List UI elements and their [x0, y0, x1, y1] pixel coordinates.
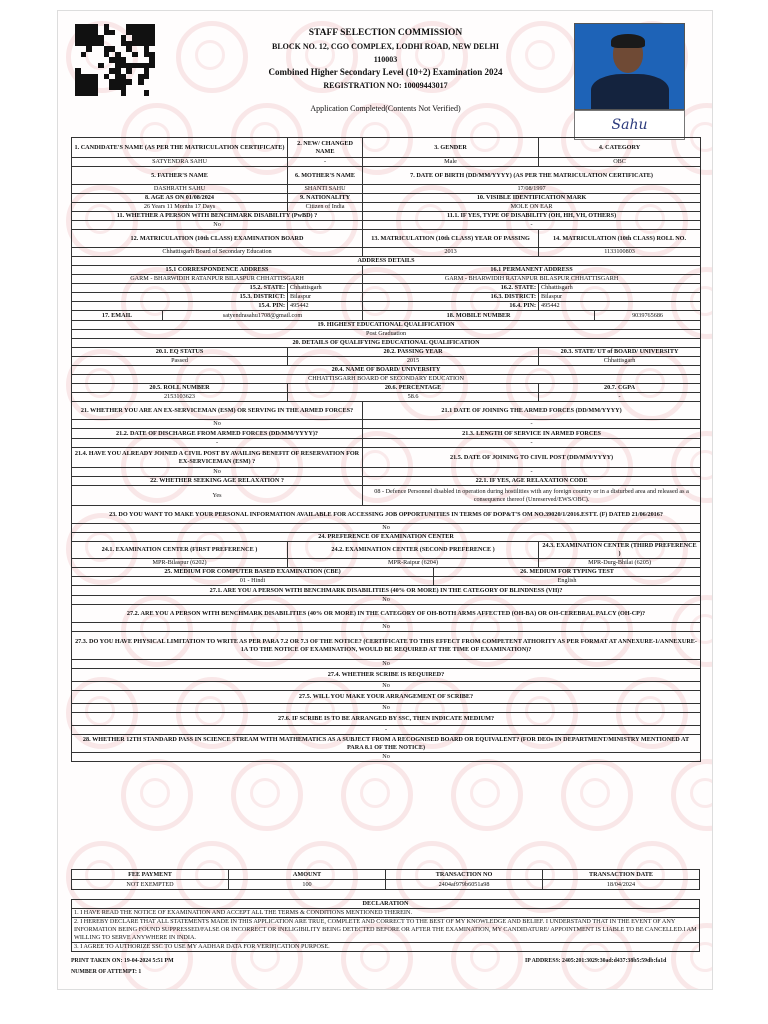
fee-payment-label: FEE PAYMENT — [72, 870, 229, 880]
personal-info-consent-value: No — [72, 524, 701, 533]
exam-title: Combined Higher Secondary Level (10+2) Examination 2024 — [268, 67, 503, 77]
candidate-photo — [574, 23, 685, 110]
personal-info-consent-label: 23. DO YOU WANT TO MAKE YOUR PERSONAL INFORMATION AVAILABLE FOR ACCESSING JOB OPPORTUNITIES IN TERMS OF DOP&T'S OM NO.39020/1/2016.ESTT. (F) DATED 21/06/2016? — [72, 506, 701, 524]
corr-address-value: GARM - BHARWIDIH RATANPUR BILASPUR CHHATTISGARH — [72, 275, 363, 284]
attempt-count: NUMBER OF ATTEMPT: 1 — [71, 969, 142, 975]
watermark-emblem — [561, 759, 633, 831]
mother-value: SHANTI SAHU — [288, 185, 363, 194]
age-relaxation-value: Yes — [72, 486, 363, 506]
application-sheet — [57, 10, 713, 990]
perm-state-label: 16.2. STATE: — [500, 284, 537, 291]
center-third-label: 24.3. EXAMINATION CENTER (THIRD PREFERENCE ) — [539, 542, 701, 559]
org-pin: 110003 — [373, 55, 398, 64]
board-state-label: 20.3. STATE/ UT of BOARD/ UNIVERSITY — [539, 348, 701, 357]
passing-year-label: 20.2. PASSING YEAR — [288, 348, 539, 357]
matric-roll-value: 1133100803 — [539, 248, 701, 257]
esm-label: 21. WHETHER YOU ARE AN EX-SERVICEMAN (ESM) OR SERVING IN THE ARMED FORCES? — [72, 402, 363, 420]
declaration-1: 1. I HAVE READ THE NOTICE OF EXAMINATION AND ACCEPT ALL THE TERMS & CONDITIONS MENTIONED THEREIN. — [72, 909, 700, 918]
service-length-value: - — [363, 439, 701, 448]
registration-number: REGISTRATION NO: 10009443017 — [323, 81, 448, 90]
civil-post-value: No — [72, 468, 363, 477]
qr-module — [149, 90, 155, 96]
scribe-required-label: 27.4. WHETHER SCRIBE IS REQUIRED? — [72, 669, 701, 682]
transaction-no-label: TRANSACTION NO — [386, 870, 543, 880]
application-status: Application Completed(Contents Not Verified) — [310, 104, 461, 113]
disability-type-value: - — [363, 221, 701, 230]
pwbd-value: No — [72, 221, 363, 230]
percentage-label: 20.6. PERCENTAGE — [288, 384, 539, 393]
scribe-medium-label: 27.6. IF SCRIBE IS TO BE ARRANGED BY SSC, THEN INDICATE MEDIUM? — [72, 713, 701, 726]
org-address: BLOCK NO. 12, CGO COMPLEX, LODHI ROAD, NEW DELHI — [272, 42, 499, 51]
matric-year-label: 13. MATRICULATION (10th CLASS) YEAR OF PASSING — [363, 230, 539, 248]
father-label: 5. FATHER'S NAME — [72, 167, 288, 185]
mark-label: 10. VISIBLE IDENTIFICATION MARK — [363, 194, 701, 203]
changed-name-value: - — [288, 158, 363, 167]
eq-status-value: Passed — [72, 357, 288, 366]
email-label: 17. EMAIL — [72, 311, 163, 321]
cbe-medium-value: 01 - Hindi — [72, 577, 434, 586]
cbe-medium-label: 25. MEDIUM FOR COMPUTER BASED EXAMINATION (CBE) — [72, 568, 434, 577]
civil-post-date-label: 21.5. DATE OF JOINING TO CIVIL POST (DD/MM/YYYY) — [363, 448, 701, 468]
scribe-medium-value: - — [72, 726, 701, 735]
watermark-emblem — [231, 759, 303, 831]
center-second-label: 24.2. EXAMINATION CENTER (SECOND PREFERENCE ) — [288, 542, 539, 559]
declaration-2: 2. I HEREBY DECLARE THAT ALL STATEMENTS MADE IN THIS APPLICATION ARE TRUE, COMPLETE AND CORRECT TO THE BEST OF MY KNOWLEDGE AND BELIEF. I UNDERSTAND THAT IN THE EVENT OF ANY INFORMATION BEING FOUND SUPPRESSED/FALSE OR INCORRECT OR INELIGIBILITY BEING DETECTED BEFORE OR AFTER THE EXAMINATION, MY CANDIDATURE/ APPOINTMENT IS LIABLE TO BE CANCELLED.I AM WILLING TO SERVE ANYWHERE IN INDIA. — [72, 918, 700, 943]
corr-state-value: Chhattisgarh — [290, 284, 322, 291]
category-value: OBC — [539, 158, 701, 167]
scribe-required-value: No — [72, 682, 701, 691]
esm-value: No — [72, 420, 363, 429]
nationality-label: 9. NATIONALITY — [288, 194, 363, 203]
photo-hair-shape — [611, 34, 645, 48]
gender-label: 3. GENDER — [363, 138, 539, 158]
transaction-date-value: 18/04/2024 — [543, 880, 700, 890]
declaration-3: 3. I AGREE TO AUTHORIZE SSC TO USE MY AADHAR DATA FOR VERIFICATION PURPOSE. — [72, 943, 700, 952]
armed-joining-value: - — [363, 420, 701, 429]
amount-label: AMOUNT — [229, 870, 386, 880]
application-details-table — [71, 137, 701, 762]
typing-medium-label: 26. MEDIUM FOR TYPING TEST — [434, 568, 701, 577]
science-stream-label: 28. WHETHER 12TH STANDARD PASS IN SCIENCE STREAM WITH MATHEMATICS AS A SUBJECT FROM A RECOGNISED BOARD OR EQUIVALENT? (FOR DEOs IN DEPARTMENT/MINISTRY MENTIONED AT PARA 8.1 OF THE NOTICE) — [72, 735, 701, 753]
edu-roll-value: 2153103623 — [72, 393, 288, 402]
oh-disability-value: No — [72, 623, 701, 632]
fee-table — [71, 869, 700, 890]
service-length-label: 21.3. LENGTH OF SERVICE IN ARMED FORCES — [363, 429, 701, 439]
declaration-title: DECLARATION — [72, 900, 700, 909]
mother-label: 6. MOTHER'S NAME — [288, 167, 363, 185]
perm-state-value: Chhattisgarh — [541, 284, 573, 291]
dob-label: 7. DATE OF BIRTH (DD/MM/YYYY) (AS PER THE MATRICULATION CERTIFICATE) — [363, 167, 701, 185]
scribe-arrangement-value: No — [72, 704, 701, 713]
org-name: STAFF SELECTION COMMISSION — [308, 28, 463, 38]
name-label: 1. CANDIDATE'S NAME (AS PER THE MATRICULATION CERTIFICATE) — [72, 138, 288, 158]
corr-pin-label: 15.4. PIN: — [258, 302, 286, 309]
matric-roll-label: 14. MATRICULATION (10th CLASS) ROLL NO. — [539, 230, 701, 248]
email-value: satyendrasahu1708@gmail.com — [163, 311, 363, 321]
age-value: 26 Years 11 Months 17 Days — [72, 203, 288, 212]
typing-medium-value: English — [434, 577, 701, 586]
corr-district-label: 15.3. DISTRICT: — [239, 293, 286, 300]
matric-board-label: 12. MATRICULATION (10th CLASS) EXAMINATION BOARD — [72, 230, 363, 248]
center-second-value: MPR-Raipur (6204) — [288, 559, 539, 568]
ip-address: IP ADDRESS: 2405:201:3029:30ad:d437:38b5:59db:fa1d — [525, 958, 667, 964]
corr-pin-value: 495442 — [290, 302, 309, 309]
perm-pin-value: 495442 — [541, 302, 560, 309]
perm-address-value: GARM - BHARWIDIH RATANPUR BILASPUR CHHATTISGARH — [363, 275, 701, 284]
center-preference-title: 24. PREFERENCE OF EXAMINATION CENTER — [72, 533, 701, 542]
mark-value: MOLE ON EAR — [363, 203, 701, 212]
percentage-value: 58.6 — [288, 393, 539, 402]
passing-year-value: 2015 — [288, 357, 539, 366]
mobile-label: 18. MOBILE NUMBER — [363, 311, 595, 321]
writing-limitation-label: 27.3. DO YOU HAVE PHYSICAL LIMITATION TO WRITE AS PER PARA 7.2 OR 7.3 OF THE NOTICE? (CERTIFICATE TO THIS EFFECT FROM COMPETENT ATHORITY AS PER FORMAT AT ANNEXURE-1/ANNEXURE-1A TO THE NOTICE OF EXAMINATION, WOULD BE REQUIRED AT THE TIME OF EXAMINATION)? — [72, 632, 701, 660]
center-first-value: MPR-Bilaspur (6202) — [72, 559, 288, 568]
fee-payment-value: NOT EXEMPTED — [72, 880, 229, 890]
address-title: ADDRESS DETAILS — [72, 257, 701, 266]
university-value: CHHATTISGARH BOARD OF SECONDARY EDUCATION — [72, 375, 701, 384]
watermark-emblem — [671, 759, 713, 831]
blindness-value: No — [72, 596, 701, 605]
amount-value: 100 — [229, 880, 386, 890]
candidate-signature: Sahu — [574, 110, 685, 140]
category-label: 4. CATEGORY — [539, 138, 701, 158]
discharge-date-label: 21.2. DATE OF DISCHARGE FROM ARMED FORCES (DD/MM/YYYY)? — [72, 429, 363, 439]
oh-disability-label: 27.2. ARE YOU A PERSON WITH BENCHMARK DISABILITIES (40% OR MORE) IN THE CATEGORY OF OH-BOTH ARMS AFFECTED (OH-BA) OR OH-CEREBRAL PALCY (OH-CP)? — [72, 605, 701, 623]
photo-body-shape — [591, 74, 669, 110]
mobile-value: 9039765686 — [595, 311, 701, 321]
perm-district-label: 16.3. DISTRICT: — [490, 293, 537, 300]
scribe-arrangement-label: 27.5. WILL YOU MAKE YOUR ARRANGEMENT OF SCRIBE? — [72, 691, 701, 704]
relaxation-code-value: 08 - Defence Personnel disabled in operation during hostilities with any foreign country or in a disturbed area and released as a consequence thereof (Unreserved/EWS/OBC). — [363, 486, 701, 506]
perm-pin-label: 16.4. PIN: — [509, 302, 537, 309]
perm-address-label: 16.1 PERMANENT ADDRESS — [363, 266, 701, 275]
cgpa-value: - — [539, 393, 701, 402]
declaration-table — [71, 899, 700, 952]
watermark-emblem — [341, 759, 413, 831]
edu-roll-label: 20.5. ROLL NUMBER — [72, 384, 288, 393]
corr-state-label: 15.2. STATE: — [249, 284, 286, 291]
civil-post-label: 21.4. HAVE YOU ALREADY JOINED A CIVIL POST BY AVAILING BENEFIT OF RESERVATION FOR EX-SERVICEMAN (ESM) ? — [72, 448, 363, 468]
gender-value: Male — [363, 158, 539, 167]
matric-year-value: 2013 — [363, 248, 539, 257]
watermark-emblem — [121, 759, 193, 831]
perm-district-value: Bilaspur — [541, 293, 563, 300]
age-relaxation-label: 22. WHETHER SEEKING AGE RELAXATION ? — [72, 477, 363, 486]
pwbd-label: 11. WHETHER A PERSON WITH BENCHMARK DISABILITY (PwBD) ? — [72, 212, 363, 221]
blindness-label: 27.1. ARE YOU A PERSON WITH BENCHMARK DISABILITIES (40% OR MORE) IN THE CATEGORY OF BLINDNESS (VH)? — [72, 586, 701, 596]
transaction-date-label: TRANSACTION DATE — [543, 870, 700, 880]
discharge-date-value: - — [72, 439, 363, 448]
center-third-value: MPR-Durg-Bhilai (6205) — [539, 559, 701, 568]
armed-joining-label: 21.1 DATE OF JOINING THE ARMED FORCES (DD/MM/YYYY) — [363, 402, 701, 420]
qr-code — [75, 24, 155, 96]
age-label: 8. AGE AS ON 01/08/2024 — [72, 194, 288, 203]
changed-name-label: 2. NEW/ CHANGED NAME — [288, 138, 363, 158]
highest-qualification-label: 19. HIGHEST EDUCATIONAL QUALIFICATION — [72, 321, 701, 330]
transaction-no-value: 2404af979b6051a98 — [386, 880, 543, 890]
dob-value: 17/08/1997 — [363, 185, 701, 194]
civil-post-date-value: - — [363, 468, 701, 477]
eq-status-label: 20.1. EQ STATUS — [72, 348, 288, 357]
corr-district-value: Bilaspur — [290, 293, 311, 300]
qualification-details-label: 20. DETAILS OF QUALIFYING EDUCATIONAL QUALIFICATION — [72, 339, 701, 348]
cgpa-label: 20.7. CGPA — [539, 384, 701, 393]
father-value: DASHRATH SAHU — [72, 185, 288, 194]
disability-type-label: 11.1. IF YES, TYPE OF DISABILITY (OH, HH, VH, OTHERS) — [363, 212, 701, 221]
board-state-value: Chhattisgarh — [539, 357, 701, 366]
matric-board-value: Chhattisgarh Board of Secondary Education — [72, 248, 363, 257]
nationality-value: Citizen of India — [288, 203, 363, 212]
print-timestamp: PRINT TAKEN ON: 19-04-2024 5:51 PM — [71, 958, 174, 964]
watermark-emblem — [451, 759, 523, 831]
corr-address-label: 15.1 CORRESPONDENCE ADDRESS — [72, 266, 363, 275]
relaxation-code-label: 22.1. IF YES, AGE RELAXATION CODE — [363, 477, 701, 486]
writing-limitation-value: No — [72, 660, 701, 669]
name-value: SATYENDRA SAHU — [72, 158, 288, 167]
university-label: 20.4. NAME OF BOARD/ UNIVERSITY — [72, 366, 701, 375]
form-header — [208, 27, 563, 115]
science-stream-value: No — [72, 753, 701, 762]
center-first-label: 24.1. EXAMINATION CENTER (FIRST PREFERENCE ) — [72, 542, 288, 559]
highest-qualification-value: Post Graduation — [72, 330, 701, 339]
